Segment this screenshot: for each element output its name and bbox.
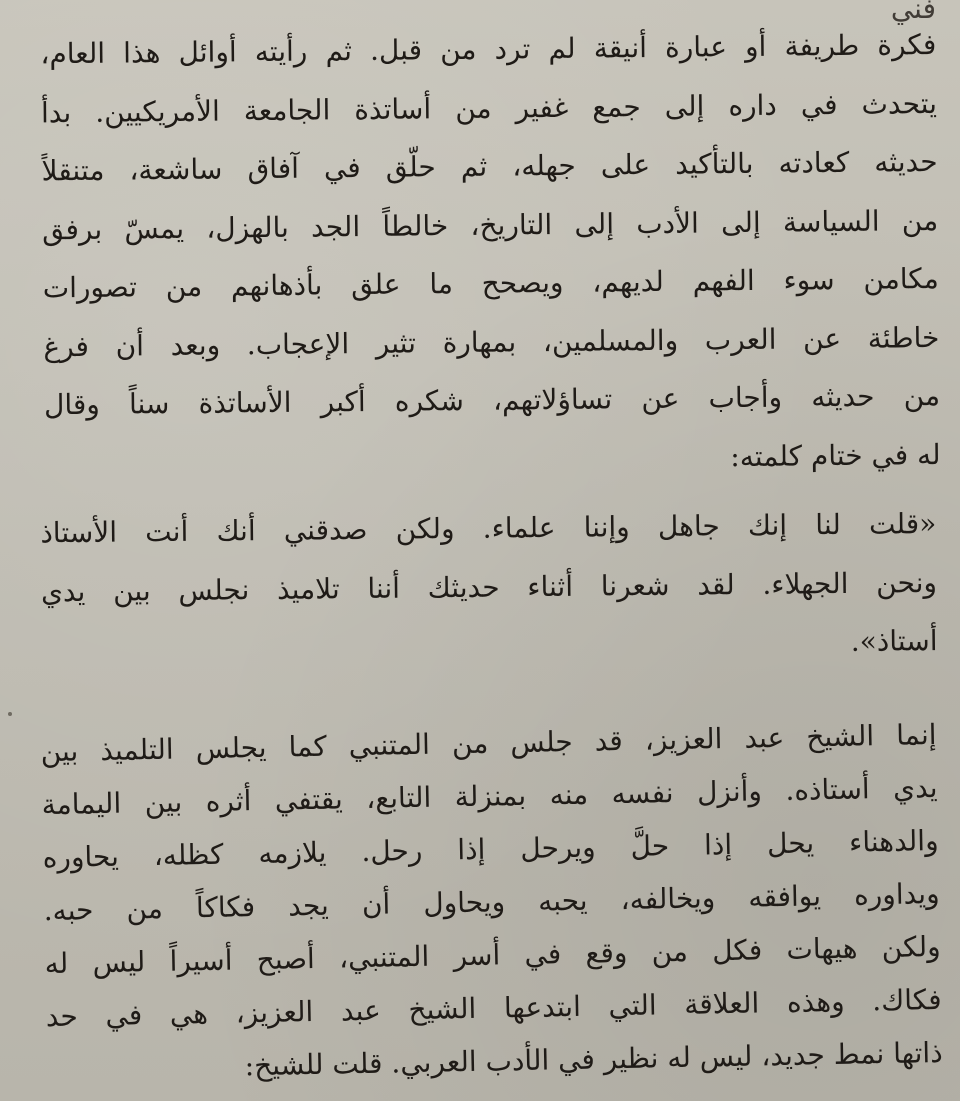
quote-line: «قلت لنا إنك جاهل وإننا علماء. ولكن صدقني أنك أنت الأستاذ [40, 506, 937, 550]
quoted-passage [40, 495, 938, 680]
text-line: مكامن سوء الفهم لديهم، ويصحح ما علق بأذهانهم من تصورات [42, 261, 939, 305]
top-fragment-text: فني [890, 0, 936, 25]
text-line: إنما الشيخ عبد العزيز، قد جلس من المتنبي كما يجلس التلميذ بين [40, 717, 937, 769]
text-line: ويداوره يوافقه ويخالفه، يحبه ويحاول أن يجد فكاكاً من حبه. [43, 876, 940, 928]
paper-speck [8, 712, 12, 716]
text-line: حديثه كعادته بالتأكيد على جهله، ثم حلّق في آفاق ساشعة، متنقلاً [41, 144, 938, 188]
paragraph-1 [40, 16, 941, 493]
quote-line: أستاذ». [850, 623, 938, 658]
text-line: من السياسة إلى الأدب إلى التاريخ، خالطاً الجد بالهزل، يمسّ برفق [42, 203, 939, 246]
text-line: يدي أستاذه. وأنزل نفسه منه بمنزلة التابع، يقتفي أثره بين اليمامة [41, 770, 938, 822]
text-line: فكاك. وهذه العلاقة التي ابتدعها الشيخ عبد العزيز، هي في حد [45, 982, 942, 1034]
text-line: يتحدث في داره إلى جمع غفير من أساتذة الجامعة الأمريكيين. بدأ [40, 86, 938, 129]
text-line: من حديثه وأجاب عن تساؤلاتهم، شكره أكبر الأساتذة سناً وقال [43, 378, 941, 422]
quote-line: ونحن الجهلاء. لقد شعرنا أثناء حديثك أننا تلاميذ نجلس بين يدي [40, 565, 938, 608]
paragraph-2 [40, 708, 943, 1096]
text-line: له في ختام كلمته: [730, 437, 941, 473]
text-line: ولكن هيهات فكل من وقع في أسر المتنبي، أصبح أسيراً ليس له [44, 929, 941, 981]
text-line: فكرة طريفة أو عبارة أنيقة لم ترد من قبل. ثم رأيته أوائل هذا العام، [40, 27, 937, 71]
text-line: خاطئة عن العرب والمسلمين، بمهارة تثير الإعجاب. وبعد أن فرغ [43, 320, 940, 363]
text-line: ذاتها نمط جديد، ليس له نظير في الأدب العربي. قلت للشيخ: [244, 1035, 943, 1083]
text-line: والدهناء يحل إذا حلَّ ويرحل إذا رحل. يلازمه كظله، يحاوره [42, 823, 939, 875]
